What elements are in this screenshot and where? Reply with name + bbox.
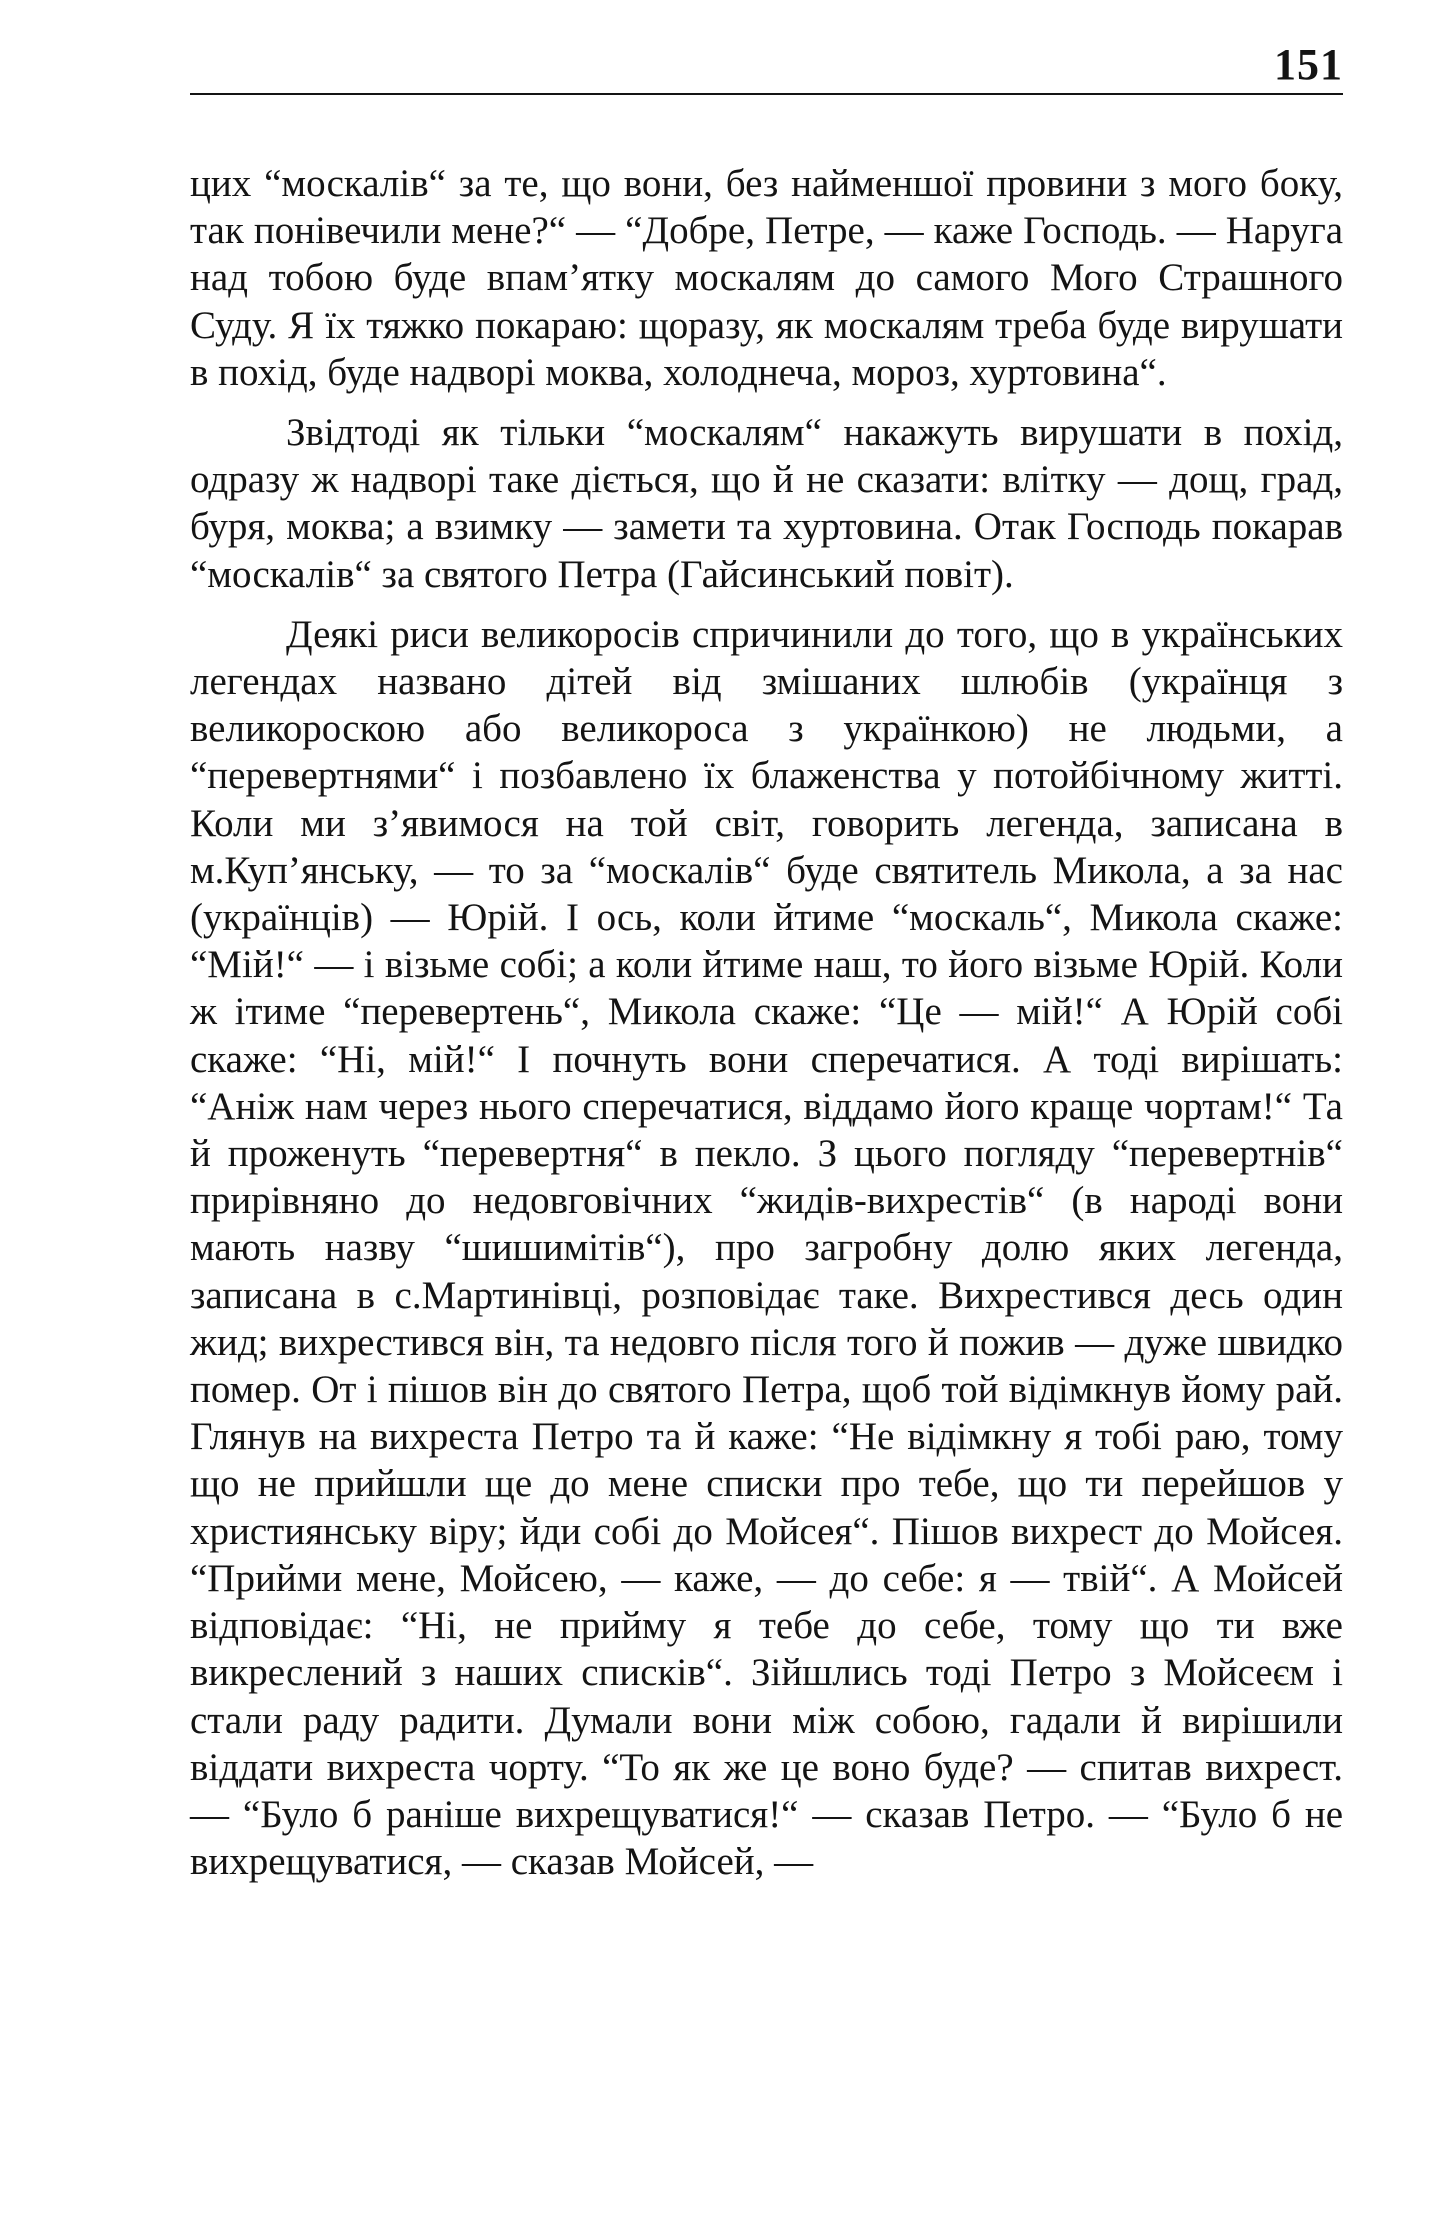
- header-rule: [190, 93, 1343, 95]
- page-number: 151: [1274, 40, 1343, 89]
- paragraph-moskali-campaign: Звідтоді як тільки “москалям“ накажуть вирушати в похід, одразу ж надворі таке діється, що й не сказати: влітку — дощ, град, буря, моква; а взимку — замети та хуртовина. Отак Господь покарав “москалів“ за святого Петра (Гайсинський повіт).: [190, 411, 1343, 596]
- text-body: [190, 160, 1343, 1885]
- paragraph-continuation: цих “москалів“ за те, що вони, без найменшої провини з мого боку, так понівечили мене?“ — “Добре, Петре, — каже Господь. — Наруга над тобою буде впам’ятку москалям до самого Мого Страшного Суду. Я їх тяжко покараю: щоразу, як москалям треба буде вирушати в похід, буде надворі моква, холоднеча, мороз, хуртовина“.: [190, 162, 1343, 394]
- paragraph-perevertni-legend: Деякі риси великоросів спричинили до того, що в українських легендах названо дітей від змішаних шлюбів (українця з великороскою або великороса з українкою) не людьми, а “перевертнями“ і позбавлено їх блаженства у потойбічному житті. Коли ми з’явимося на той світ, говорить легенда, записана в м.Куп’янську, — то за “москалів“ буде святитель Микола, а за нас (українців) — Юрій. І ось, коли йтиме “москаль“, Микола скаже: “Мій!“ — і візьме собі; а коли йтиме наш, то його візьме Юрій. Коли ж ітиме “перевертень“, Микола скаже: “Це — мій!“ А Юрій собі скаже: “Ні, мій!“ І почнуть вони сперечатися. А тоді вирішать: “Аніж нам через нього сперечатися, віддамо його краще чортам!“ Та й проженуть “перевертня“ в пекло. З цього погляду “перевертнів“ прирівняно до недовговічних “жидів-вихрестів“ (в народі вони мають назву “шишимітів“), про загробну долю яких легенда, записана в с.Мартинівці, розповідає таке. Вихрестився десь один жид; вихрестився він, та недовго після того й пожив — дуже швидко помер. От і пішов він до святого Петра, щоб той відімкнув йому рай. Глянув на вихреста Петро та й каже: “Не відімкну я тобі раю, тому що не прийшли ще до мене списки про тебе, що ти перейшов у християнську віру; йди собі до Мойсея“. Пішов вихрест до Мойсея. “Прийми мене, Мойсею, — каже, — до себе: я — твій“. А Мойсей відповідає: “Ні, не прийму я тебе до себе, тому що ти вже викреслений з наших списків“. Зійшлись тоді Петро з Мойсеєм і стали раду радити. Думали вони між собою, гадали й вирішили віддати вихреста чорту. “То як же це воно буде? — спитав вихрест. — “Було б раніше вихрещуватися!“ — сказав Петро. — “Було б не вихрещуватися, — сказав Мойсей, —: [190, 612, 1343, 1884]
